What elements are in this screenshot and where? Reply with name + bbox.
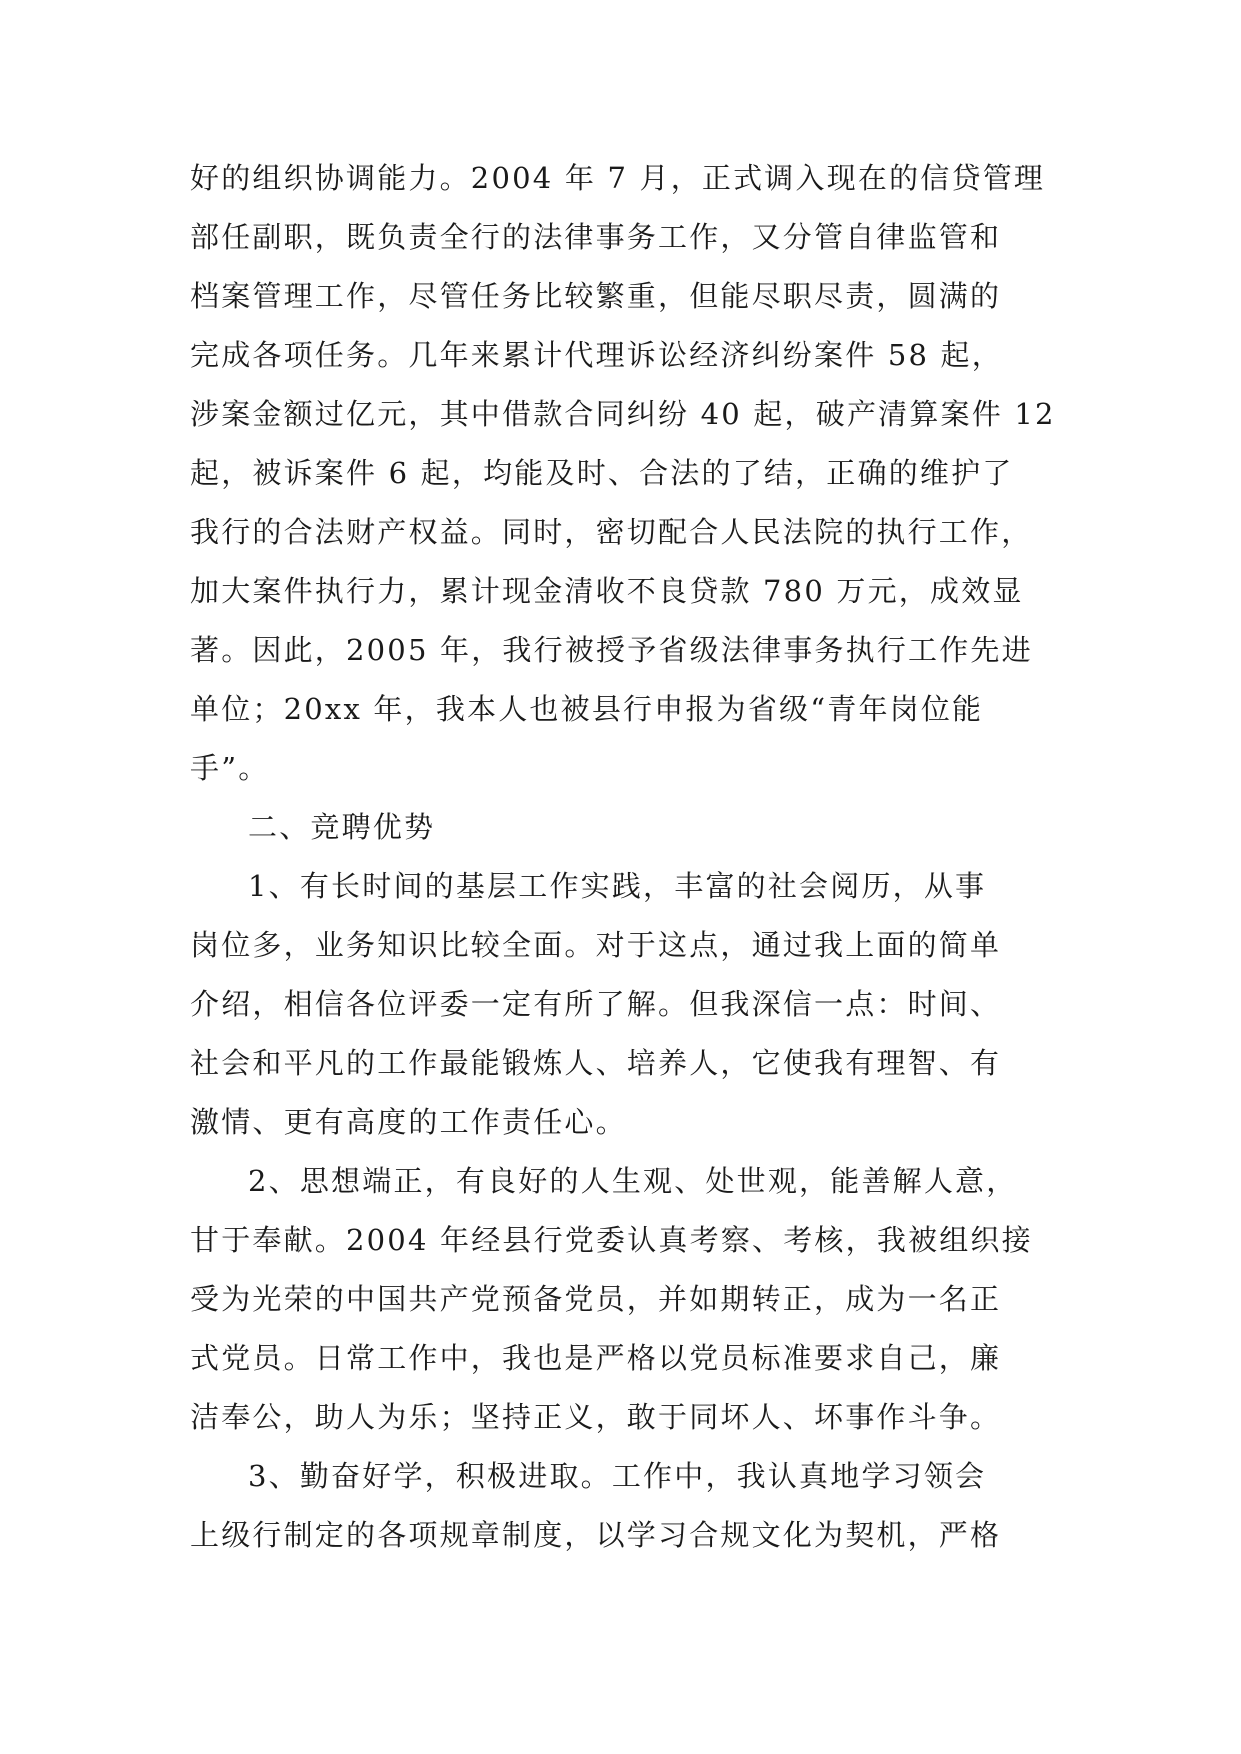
paragraph-line: 岗位多，业务知识比较全面。对于这点，通过我上面的简单	[190, 928, 1002, 962]
paragraph-line: 介绍，相信各位评委一定有所了解。但我深信一点：时间、	[190, 987, 1002, 1021]
paragraph-line: 手”。	[190, 751, 270, 785]
paragraph-line: 起，被诉案件 6 起，均能及时、合法的了结，正确的维护了	[190, 456, 1014, 490]
paragraph-line: 加大案件执行力，累计现金清收不良贷款 780 万元，成效显	[190, 574, 1024, 608]
paragraph-line: 社会和平凡的工作最能锻炼人、培养人，它使我有理智、有	[190, 1046, 1002, 1080]
paragraph-line: 涉案金额过亿元，其中借款合同纠纷 40 起，破产清算案件 12	[190, 397, 1056, 431]
paragraph-line: 完成各项任务。几年来累计代理诉讼经济纠纷案件 58 起，	[190, 338, 1003, 372]
paragraph-line: 甘于奉献。2004 年经县行党委认真考察、考核，我被组织接	[190, 1223, 1033, 1257]
paragraph-line: 激情、更有高度的工作责任心。	[190, 1105, 627, 1139]
paragraph-line: 1、有长时间的基层工作实践，丰富的社会阅历，从事	[248, 869, 987, 903]
paragraph-line: 3、勤奋好学，积极进取。工作中，我认真地学习领会	[248, 1459, 987, 1493]
paragraph-line: 档案管理工作，尽管任务比较繁重，但能尽职尽责，圆满的	[190, 279, 1002, 313]
paragraph-line: 著。因此，2005 年，我行被授予省级法律事务执行工作先进	[190, 633, 1033, 667]
paragraph-line: 式党员。日常工作中，我也是严格以党员标准要求自己，廉	[190, 1341, 1002, 1375]
paragraph-line: 2、思想端正，有良好的人生观、处世观，能善解人意，	[248, 1164, 1018, 1198]
paragraph-line: 洁奉公，助人为乐；坚持正义，敢于同坏人、坏事作斗争。	[190, 1400, 1002, 1434]
paragraph-line: 我行的合法财产权益。同时，密切配合人民法院的执行工作，	[190, 515, 1033, 549]
paragraph-line: 部任副职，既负责全行的法律事务工作，又分管自律监管和	[190, 220, 1002, 254]
section-heading: 二、竞聘优势	[248, 810, 436, 844]
paragraph-line: 受为光荣的中国共产党预备党员，并如期转正，成为一名正	[190, 1282, 1002, 1316]
paragraph-line: 单位；20xx 年，我本人也被县行申报为省级“青年岗位能	[190, 692, 984, 726]
paragraph-line: 上级行制定的各项规章制度，以学习合规文化为契机，严格	[190, 1518, 1002, 1552]
paragraph-line: 好的组织协调能力。2004 年 7 月，正式调入现在的信贷管理	[190, 161, 1046, 195]
